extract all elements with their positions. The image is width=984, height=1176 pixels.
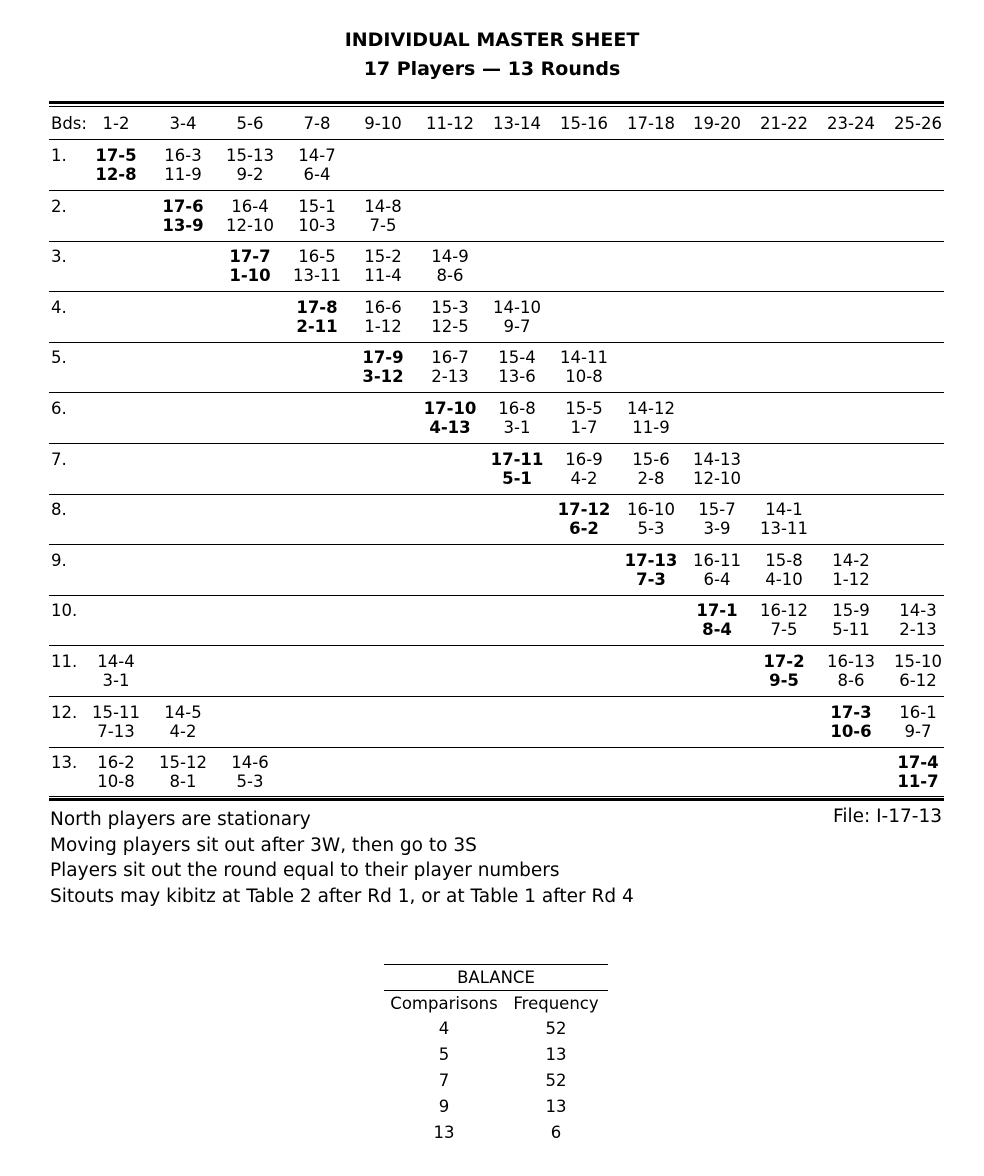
pairing-bottom: 6-4 xyxy=(703,569,731,589)
pairing-cell xyxy=(616,500,686,538)
row-rule xyxy=(49,645,944,646)
pairing-cell xyxy=(348,298,418,336)
page-title: INDIVIDUAL MASTER SHEET xyxy=(344,29,640,51)
pairing-cell xyxy=(482,399,552,437)
header-rule xyxy=(49,139,944,140)
balance-row xyxy=(384,1068,608,1094)
pairing-cell xyxy=(749,500,819,538)
pairing-bottom: 9-7 xyxy=(904,721,932,741)
pairing-bottom: 8-6 xyxy=(436,266,464,286)
pairing-bottom: 9-2 xyxy=(236,165,264,184)
pairing-cell xyxy=(816,551,886,589)
pairing-bottom: 1-7 xyxy=(570,418,598,437)
pairing-top: 16-11 xyxy=(693,550,741,570)
pairing-cell xyxy=(348,247,418,285)
row-rule xyxy=(49,241,944,242)
pairing-top: 15-4 xyxy=(498,348,536,368)
board-header: 11-12 xyxy=(426,114,474,133)
boards-label: Bds: xyxy=(51,114,87,133)
pairing-cell xyxy=(148,146,218,184)
pairing-bottom: 4-10 xyxy=(765,569,803,589)
pairing-cell xyxy=(282,146,352,184)
pairing-cell xyxy=(282,197,352,235)
pairing-top: 15-6 xyxy=(632,449,670,469)
comparisons-value: 5 xyxy=(438,1045,450,1065)
round-label: 4. xyxy=(51,297,67,317)
pairing-bottom: 11-9 xyxy=(164,165,202,184)
pairing-bottom: 1-10 xyxy=(229,266,271,286)
pairing-cell xyxy=(81,652,151,690)
pairing-bottom: 12-10 xyxy=(226,215,274,235)
balance-header-row xyxy=(384,991,608,1016)
sitout-pairing-cell xyxy=(482,450,552,488)
pairing-top: 16-1 xyxy=(899,702,937,722)
sitout-pairing-cell xyxy=(215,247,285,285)
pairing-top: 14-8 xyxy=(364,196,402,216)
pairing-bottom: 10-8 xyxy=(565,367,603,387)
pairing-cell xyxy=(81,753,151,791)
pairing-bottom: 6-12 xyxy=(899,671,937,690)
pairing-bottom: 9-5 xyxy=(769,671,799,690)
pairing-bottom: 6-4 xyxy=(303,165,331,184)
pairing-cell xyxy=(482,298,552,336)
pairing-top: 17-4 xyxy=(897,753,939,773)
comparisons-value: 9 xyxy=(438,1096,450,1116)
pairing-bottom: 7-3 xyxy=(636,569,666,589)
pairing-cell xyxy=(616,399,686,437)
pairing-cell xyxy=(215,146,285,184)
top-double-rule xyxy=(49,101,944,104)
frequency-value: 6 xyxy=(550,1122,562,1142)
round-label: 13. xyxy=(51,753,78,773)
pairing-bottom: 4-2 xyxy=(570,468,598,488)
comparisons-value: 7 xyxy=(438,1070,450,1090)
sitout-pairing-cell xyxy=(749,652,819,690)
pairing-cell xyxy=(549,399,619,437)
row-rule xyxy=(49,494,944,495)
round-label: 3. xyxy=(51,247,67,267)
pairing-cell xyxy=(682,450,752,488)
balance-row xyxy=(384,1119,608,1145)
pairing-bottom: 5-3 xyxy=(236,772,264,792)
sitout-pairing-cell xyxy=(816,703,886,741)
pairing-top: 15-12 xyxy=(159,753,207,773)
bottom-double-rule xyxy=(49,798,944,801)
frequency-value: 52 xyxy=(545,1070,567,1090)
pairing-cell xyxy=(415,348,485,386)
sitout-pairing-cell xyxy=(883,753,953,791)
round-label: 8. xyxy=(51,500,67,520)
board-header: 13-14 xyxy=(493,114,541,133)
pairing-cell xyxy=(415,298,485,336)
pairing-bottom: 13-9 xyxy=(162,215,204,235)
pairing-top: 15-1 xyxy=(298,196,336,216)
pairing-bottom: 12-10 xyxy=(693,468,741,488)
pairing-top: 15-7 xyxy=(698,500,736,520)
pairing-cell xyxy=(749,601,819,639)
pairing-cell xyxy=(215,753,285,791)
note-line: North players are stationary xyxy=(50,809,311,830)
round-label: 11. xyxy=(51,652,78,671)
pairing-top: 14-4 xyxy=(97,652,135,671)
row-rule xyxy=(49,696,944,697)
pairing-top: 16-7 xyxy=(431,348,469,368)
round-label: 9. xyxy=(51,550,67,570)
pairing-top: 17-13 xyxy=(624,550,678,570)
comparisons-value: 4 xyxy=(438,1019,450,1039)
pairing-cell xyxy=(549,450,619,488)
pairing-top: 15-2 xyxy=(364,247,402,267)
row-rule xyxy=(49,747,944,748)
balance-row xyxy=(384,1016,608,1042)
pairing-bottom: 11-4 xyxy=(364,266,402,286)
pairing-bottom: 7-13 xyxy=(97,721,135,741)
pairing-top: 16-12 xyxy=(760,601,808,621)
pairing-bottom: 5-11 xyxy=(832,620,870,640)
pairing-bottom: 3-1 xyxy=(503,418,531,437)
round-label: 2. xyxy=(51,196,67,216)
row-rule xyxy=(49,544,944,545)
pairing-top: 14-5 xyxy=(164,702,202,722)
board-header: 15-16 xyxy=(560,114,608,133)
sitout-pairing-cell xyxy=(682,601,752,639)
comparisons-value: 13 xyxy=(433,1122,455,1142)
page-subtitle: 17 Players — 13 Rounds xyxy=(363,58,621,80)
pairing-cell xyxy=(81,703,151,741)
pairing-bottom: 3-1 xyxy=(102,671,130,690)
pairing-bottom: 7-5 xyxy=(369,215,397,235)
pairing-top: 16-10 xyxy=(627,500,675,520)
pairing-bottom: 12-8 xyxy=(95,165,137,184)
frequency-value: 52 xyxy=(545,1019,567,1039)
pairing-cell xyxy=(549,348,619,386)
balance-row xyxy=(384,1093,608,1119)
pairing-top: 14-1 xyxy=(765,500,803,520)
pairing-top: 14-3 xyxy=(899,601,937,621)
sitout-pairing-cell xyxy=(348,348,418,386)
pairing-cell xyxy=(482,348,552,386)
notes xyxy=(50,807,634,909)
row-rule xyxy=(49,595,944,596)
comparisons-header: Comparisons xyxy=(390,994,498,1013)
board-header: 25-26 xyxy=(894,114,942,133)
pairing-bottom: 4-13 xyxy=(429,418,471,437)
pairing-bottom: 10-6 xyxy=(830,721,872,741)
pairing-cell xyxy=(415,247,485,285)
frequency-header: Frequency xyxy=(513,994,599,1013)
pairing-top: 17-9 xyxy=(362,348,404,368)
row-rule xyxy=(49,190,944,191)
top-rule-inner xyxy=(49,106,944,107)
pairing-top: 16-6 xyxy=(364,297,402,317)
round-label: 6. xyxy=(51,399,67,418)
note-line: Sitouts may kibitz at Table 2 after Rd 1, or at Table 1 after Rd 4 xyxy=(50,885,634,907)
pairing-top: 15-10 xyxy=(894,652,942,671)
pairing-bottom: 8-1 xyxy=(169,772,197,792)
pairing-top: 17-12 xyxy=(557,500,611,520)
round-label: 5. xyxy=(51,348,67,368)
pairing-bottom: 13-11 xyxy=(760,519,808,539)
pairing-top: 15-8 xyxy=(765,550,803,570)
pairing-top: 16-3 xyxy=(164,146,202,165)
pairing-top: 14-10 xyxy=(493,297,541,317)
pairing-bottom: 10-3 xyxy=(298,215,336,235)
pairing-cell xyxy=(749,551,819,589)
pairing-bottom: 1-12 xyxy=(832,569,870,589)
sitout-pairing-cell xyxy=(549,500,619,538)
pairing-bottom: 7-5 xyxy=(770,620,798,640)
sitout-pairing-cell xyxy=(81,146,151,184)
pairing-cell xyxy=(348,197,418,235)
pairing-bottom: 3-12 xyxy=(362,367,404,387)
sitout-pairing-cell xyxy=(616,551,686,589)
pairing-bottom: 2-13 xyxy=(431,367,469,387)
pairing-top: 16-4 xyxy=(231,196,269,216)
board-header: 9-10 xyxy=(364,114,402,133)
pairing-top: 15-13 xyxy=(226,146,274,165)
pairing-bottom: 2-11 xyxy=(296,316,338,336)
pairing-cell xyxy=(682,551,752,589)
pairing-top: 17-5 xyxy=(95,146,137,165)
row-rule xyxy=(49,443,944,444)
pairing-top: 15-9 xyxy=(832,601,870,621)
row-rule xyxy=(49,342,944,343)
pairing-bottom: 5-3 xyxy=(637,519,665,539)
pairing-top: 16-9 xyxy=(565,449,603,469)
pairing-top: 16-5 xyxy=(298,247,336,267)
row-rule xyxy=(49,291,944,292)
pairing-top: 15-11 xyxy=(92,702,140,722)
pairing-bottom: 9-7 xyxy=(503,316,531,336)
pairing-bottom: 4-2 xyxy=(169,721,197,741)
pairing-bottom: 11-7 xyxy=(897,772,939,792)
file-label: File: I-17-13 xyxy=(833,806,942,827)
pairing-cell xyxy=(883,703,953,741)
pairing-top: 14-11 xyxy=(560,348,608,368)
round-label: 12. xyxy=(51,702,78,722)
pairing-bottom: 2-8 xyxy=(637,468,665,488)
board-header: 1-2 xyxy=(102,114,130,133)
pairing-bottom: 6-2 xyxy=(569,519,599,539)
pairing-bottom: 2-13 xyxy=(899,620,937,640)
pairing-top: 17-11 xyxy=(490,449,544,469)
board-header: 23-24 xyxy=(827,114,875,133)
pairing-cell xyxy=(616,450,686,488)
pairing-top: 17-7 xyxy=(229,247,271,267)
board-header: 5-6 xyxy=(236,114,264,133)
sitout-pairing-cell xyxy=(415,399,485,437)
pairing-cell xyxy=(282,247,352,285)
balance-row xyxy=(384,1042,608,1068)
frequency-value: 13 xyxy=(545,1096,567,1116)
pairing-top: 16-8 xyxy=(498,399,536,418)
bottom-rule-inner xyxy=(49,796,944,797)
pairing-top: 14-13 xyxy=(693,449,741,469)
board-header: 3-4 xyxy=(169,114,197,133)
board-header: 17-18 xyxy=(627,114,675,133)
pairing-cell xyxy=(883,601,953,639)
board-header: 19-20 xyxy=(693,114,741,133)
pairing-bottom: 10-8 xyxy=(97,772,135,792)
board-header: 21-22 xyxy=(760,114,808,133)
pairing-top: 16-2 xyxy=(97,753,135,773)
pairing-top: 17-10 xyxy=(423,399,477,418)
pairing-cell xyxy=(816,601,886,639)
pairing-cell xyxy=(682,500,752,538)
pairing-top: 15-3 xyxy=(431,297,469,317)
pairing-bottom: 3-9 xyxy=(703,519,731,539)
pairing-cell xyxy=(883,652,953,690)
pairing-bottom: 8-4 xyxy=(702,620,732,640)
pairing-top: 14-7 xyxy=(298,146,336,165)
pairing-bottom: 12-5 xyxy=(431,316,469,336)
pairing-top: 14-12 xyxy=(627,399,675,418)
round-label: 7. xyxy=(51,449,67,469)
pairing-top: 15-5 xyxy=(565,399,603,418)
pairing-top: 16-13 xyxy=(827,652,875,671)
pairing-top: 17-1 xyxy=(696,601,738,621)
balance-table xyxy=(384,964,608,1145)
pairing-bottom: 1-12 xyxy=(364,316,402,336)
row-rule xyxy=(49,392,944,393)
frequency-value: 13 xyxy=(545,1045,567,1065)
pairing-bottom: 13-11 xyxy=(293,266,341,286)
round-label: 10. xyxy=(51,601,78,621)
balance-title: BALANCE xyxy=(457,968,535,987)
pairing-top: 17-2 xyxy=(763,652,805,671)
pairing-cell xyxy=(148,753,218,791)
pairing-top: 14-2 xyxy=(832,550,870,570)
pairing-bottom: 5-1 xyxy=(502,468,532,488)
pairing-top: 14-9 xyxy=(431,247,469,267)
pairing-top: 17-6 xyxy=(162,196,204,216)
note-line: Players sit out the round equal to their player numbers xyxy=(50,860,560,881)
pairing-cell xyxy=(148,703,218,741)
sitout-pairing-cell xyxy=(148,197,218,235)
pairing-bottom: 13-6 xyxy=(498,367,536,387)
pairing-top: 14-6 xyxy=(231,753,269,773)
pairing-top: 17-3 xyxy=(830,702,872,722)
pairing-top: 17-8 xyxy=(296,297,338,317)
pairing-cell xyxy=(215,197,285,235)
sitout-pairing-cell xyxy=(282,298,352,336)
note-line: Moving players sit out after 3W, then go to 3S xyxy=(50,834,477,856)
pairing-cell xyxy=(816,652,886,690)
pairing-bottom: 8-6 xyxy=(837,671,865,690)
board-header: 7-8 xyxy=(303,114,331,133)
round-label: 1. xyxy=(51,146,67,165)
pairing-bottom: 11-9 xyxy=(632,418,670,437)
